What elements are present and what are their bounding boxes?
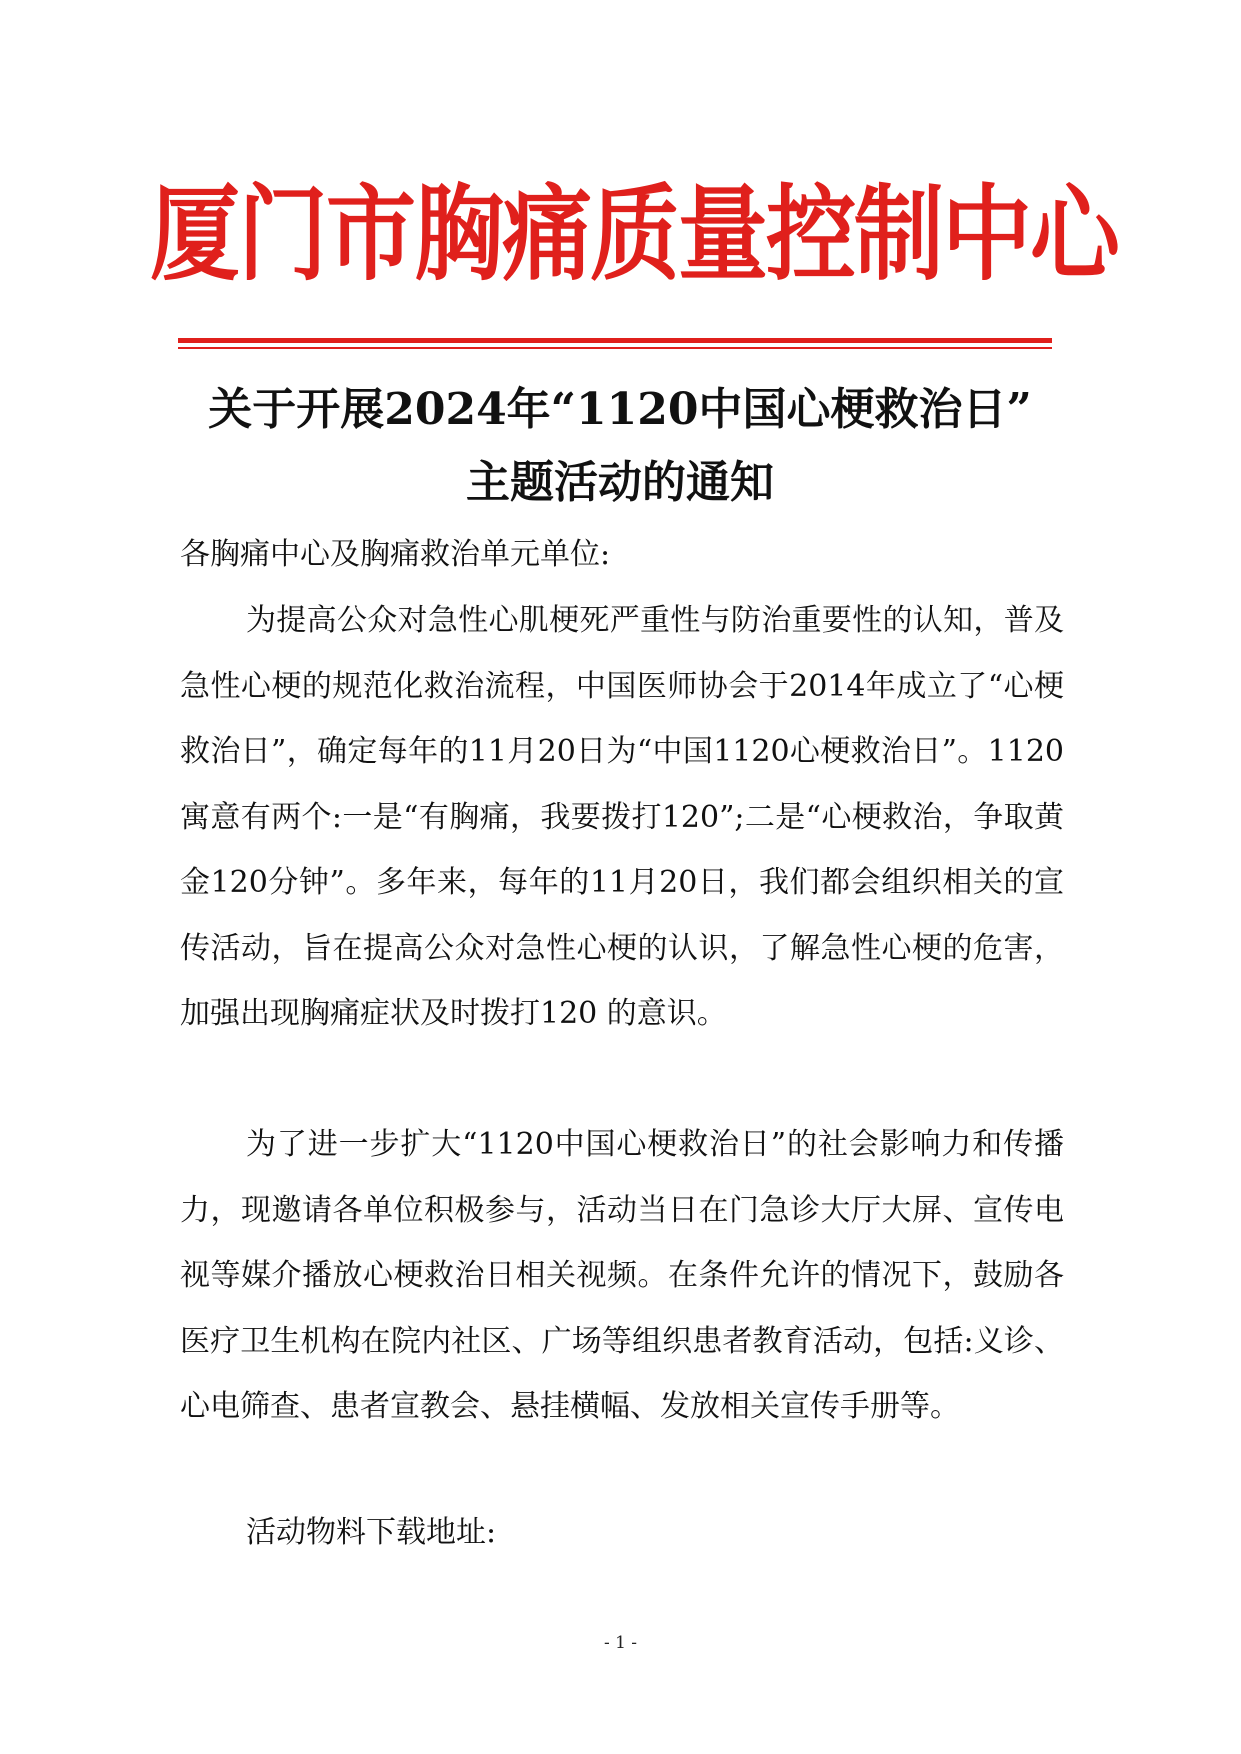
document-title-line-1: 关于开展2024年“1120中国心梗救治日” bbox=[208, 384, 1032, 435]
page-number: - 1 - bbox=[603, 1633, 638, 1653]
masthead-divider-thick bbox=[178, 338, 1052, 343]
document-title-line-2: 主题活动的通知 bbox=[466, 457, 774, 508]
salutation: 各胸痛中心及胸痛救治单元单位: bbox=[180, 537, 611, 572]
masthead-divider-thin bbox=[178, 347, 1052, 349]
paragraph-materials-download: 活动物料下载地址: bbox=[246, 1515, 497, 1550]
paragraph-invitation: 为了进一步扩大“1120中国心梗救治日”的社会影响力和传播力，现邀请各单位积极参与，活动当日在门急诊大厅大屏、宣传电视等媒介播放心梗救治日相关视频。在条件允许的情况下，鼓励各医疗卫生机构在院内社区、广场等组织患者教育活动，包括:义诊、心电筛查、患者宣教会、悬挂横幅、发放相关宣传手册等。 bbox=[180, 1127, 1064, 1424]
masthead-title: 厦门市胸痛质量控制中心 bbox=[150, 174, 1118, 296]
paragraph-background: 为提高公众对急性心肌梗死严重性与防治重要性的认知，普及急性心梗的规范化救治流程，中国医师协会于2014年成立了“心梗救治日”，确定每年的11月20日为“中国1120心梗救治日”。1120寓意有两个:一是“有胸痛，我要拨打120”;二是“心梗救治，争取黄金120分钟”。多年来，每年的11月20日，我们都会组织相关的宣传活动，旨在提高公众对急性心梗的认识，了解急性心梗的危害，加强出现胸痛症状及时拨打120 的意识。 bbox=[180, 603, 1064, 1031]
